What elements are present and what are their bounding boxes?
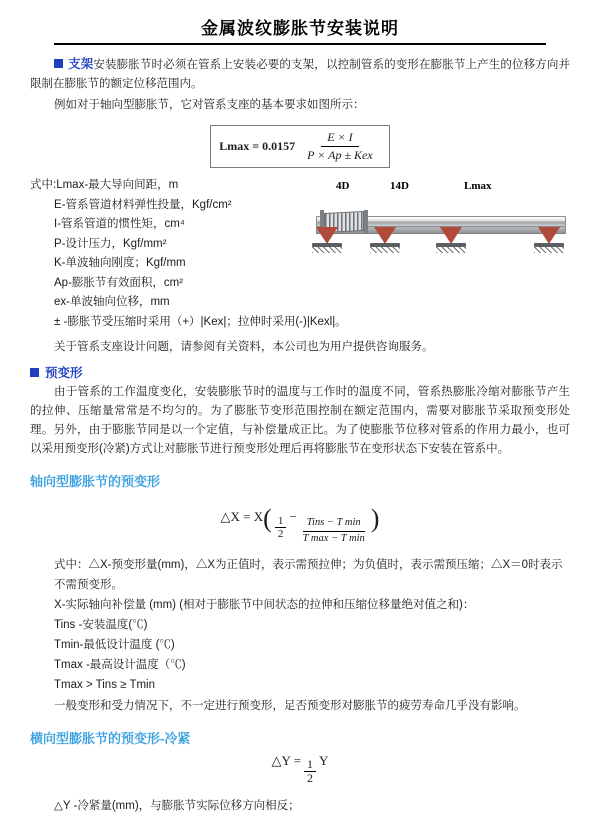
section-2-heading: 预变形 [45,366,83,380]
formula-delta-x-half [275,515,287,540]
axial-note-tins: Tins -安装温度(℃) [54,619,148,632]
paren-open: ( [263,504,272,533]
support-triangle [316,227,338,244]
axial-note-2: X-实际轴向补偿量 (mm) (相对于膨胀节中间状态的拉伸和压缩位移量绝对值之和)： [54,599,475,612]
axial-note-1: 式中：△X-预变形量(mm)，△X为正值时，表示需预拉伸；为负值时，表示需预压缩；△X＝0时表示不需预变形。 [54,559,563,592]
section-1-heading: 支架 [68,57,94,71]
support-triangle [374,227,396,244]
formula-delta-x-fraction [299,517,369,545]
axial-note-summary: 一般变形和受力情况下，不一定进行预变形，足否预变形对膨胀节的疲劳寿命几乎没有影响。 [54,700,526,713]
support-guide-1 [370,227,400,253]
section-2-heading-row [30,363,570,381]
section-1-intro [30,55,570,94]
title-divider [54,43,546,45]
formula-lmax [30,125,570,168]
formula-delta-y-rhs: Y [319,753,329,769]
support-triangle [538,227,560,244]
formula-delta-x-lhs: △X = X [220,509,264,524]
formula-lmax-numerator: E × I [321,130,358,147]
paren-close: ) [370,504,380,533]
half-denominator: 2 [307,771,314,786]
axial-note-range: Tmax > Tins ≥ Tmin [54,679,155,692]
lateral-note-1: △Y -冷紧量(mm)，与膨胀节实际位移方向相反； [54,799,300,812]
fraction-denominator: T max − T min [302,532,365,544]
blue-square-icon [54,59,63,68]
legend-item-lmax: 式中:Lmax-最大导向间距，m [30,179,179,191]
subsection-axial-title: 轴向型膨胀节的预变形 [30,474,161,489]
figure-label-4d: 4D [336,180,350,192]
section-1-paragraph-1: 安装膨胀节时必须在管系上安装必要的支架，以控制管系的变形在膨胀节上产生的位移方向并限制在膨胀节的额定位移范围内。 [30,59,570,90]
blue-square-icon [30,368,39,377]
support-guide-3 [534,227,564,253]
formula-lmax-lhs: Lmax = 0.0157 [219,139,296,153]
section-1-paragraph-2: 例如对于轴向型膨胀节，它对管系支座的基本要求如图所示： [54,99,365,111]
legend-item-sign: ± -膨胀节受压缩时采用（+）|Kex|；拉伸时采用(-)|Kexl|。 [54,315,347,328]
figure-label-14d: 14D [390,180,409,192]
support-hatching [312,247,342,253]
figure-dimension-labels [336,180,570,192]
legend-item-e: E-管系管道材料弹性投量，Kgf/cm² [54,198,232,211]
page-title: 金属波纹膨胀节安装说明 [201,19,399,38]
legend-item-i: I-管系管道的惯性矩，cm⁴ [54,218,185,230]
support-hatching [534,247,564,253]
support-anchor-1 [312,227,342,253]
legend-and-figure [30,176,570,332]
formula-delta-y-lhs: △Y = [271,753,302,769]
formula-lmax-denominator: P × Ap ± Kex [307,148,373,162]
formula-delta-x-minus: − [289,509,297,524]
axial-note-tmax: Tmax -最高设计温度（℃) [54,659,186,672]
support-triangle [440,227,462,244]
document-page [0,14,600,812]
formula-delta-y-half [304,758,316,785]
support-guide-2 [436,227,466,253]
axial-note-tmin: Tmin-最低设计温度 (℃) [54,639,175,652]
formula-lmax-fraction [301,130,379,163]
half-numerator: 1 [304,758,316,772]
legend-item-k: K-单波轴向刚度；Kgf/mm [54,257,186,269]
legend-item-ap: Ap-膨胀节有效面积，cm² [54,276,184,289]
flange-right [364,210,368,234]
formula-lmax-box [210,125,389,168]
section-1-paragraph-3: 关于管系支座设计问题，请参阅有关资料，本公司也为用户提供咨询服务。 [54,341,434,353]
figure-label-lmax: Lmax [464,180,492,192]
half-denominator: 2 [277,528,284,541]
legend-item-p: P-设计压力，Kgf/mm² [54,237,167,250]
expansion-joint-figure [308,180,570,268]
document-body [0,55,600,816]
legend-item-ex: ex-单波轴向位移，mm [54,296,170,308]
figure-drawing [308,194,570,268]
fraction-numerator: Tins − T min [303,517,365,532]
half-numerator: 1 [275,515,287,528]
formula-delta-x [30,504,570,545]
subsection-lateral-title: 横向型膨胀节的预变形-冷紧 [30,731,191,747]
support-hatching [436,247,466,253]
section-2-paragraph-1: 由于管系的工作温度变化，安装膨胀节时的温度与工作时的温度不同，管系热膨胀冷缩对膨胀节产生的拉伸、压缩量常常是不均匀的。为了膨胀节变形范围控制在额定范围内，需要对膨胀节采取预变形处理。另外，由于膨胀节同是以一个定值，与补偿量成正比。为了使膨胀节位移对管系的作用力最小，也可以采用预变形(冷紧)方式让对膨胀节进行预变形处理后再将膨胀节在变形状态下安装在管系中。 [30,386,570,455]
formula-delta-y [30,753,570,785]
support-hatching [370,247,400,253]
